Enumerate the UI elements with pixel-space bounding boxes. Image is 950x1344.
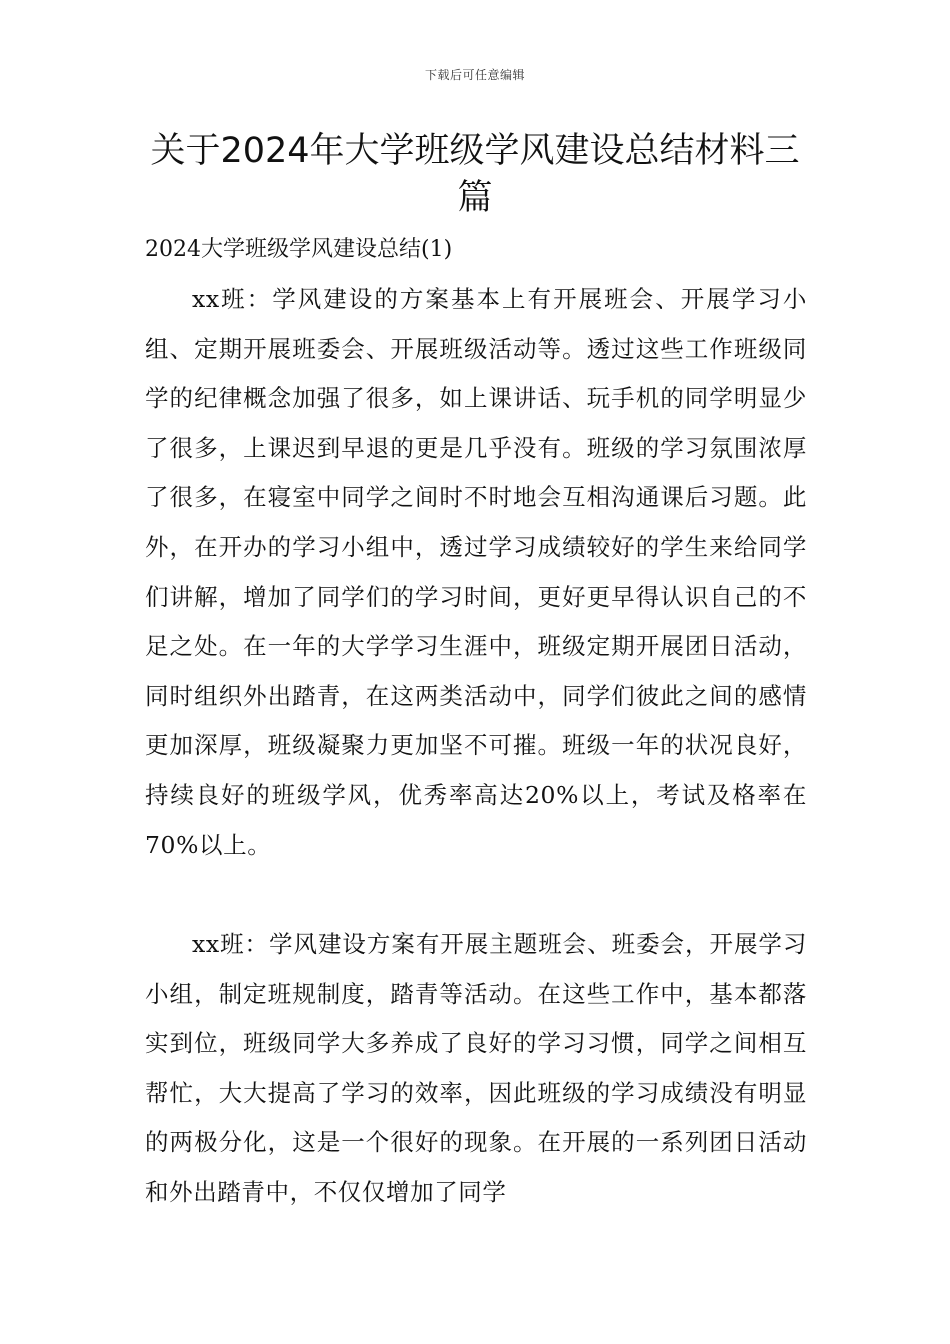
section-heading: 2024大学班级学风建设总结(1) xyxy=(145,237,453,262)
document-title: 关于2024年大学班级学风建设总结材料三篇 xyxy=(150,131,800,218)
header-note: 下载后可任意编辑 xyxy=(424,68,525,82)
body-paragraph: xx班：学风建设的方案基本上有开展班会、开展学习小组、定期开展班委会、开展班级活动等。透过这些工作班级同学的纪律概念加强了很多，如上课讲话、玩手机的同学明显少了很多，上课迟到早退的更是几乎没有。班级的学习氛围浓厚了很多，在寝室中同学之间时不时地会互相沟通课后习题。此外，在开办的学习小组中，透过学习成绩较好的学生来给同学们讲解，增加了同学们的学习时间，更好更早得认识自己的不足之处。在一年的大学学习生涯中，班级定期开展团日活动，同时组织外出踏青，在这两类活动中，同学们彼此之间的感情更加深厚，班级凝聚力更加坚不可摧。班级一年的状况良好，持续良好的班级学风，优秀率高达20%以上，考试及格率在70%以上。 xyxy=(145,285,807,859)
body-paragraph: xx班：学风建设方案有开展主题班会、班委会，开展学习小组，制定班规制度，踏青等活动。在这些工作中，基本都落实到位，班级同学大多养成了良好的学习习惯，同学之间相互帮忙，大大提高了学习的效率，因此班级的学习成绩没有明显的两极分化，这是一个很好的现象。在开展的一系列团日活动和外出踏青中，不仅仅增加了同学 xyxy=(145,930,807,1206)
